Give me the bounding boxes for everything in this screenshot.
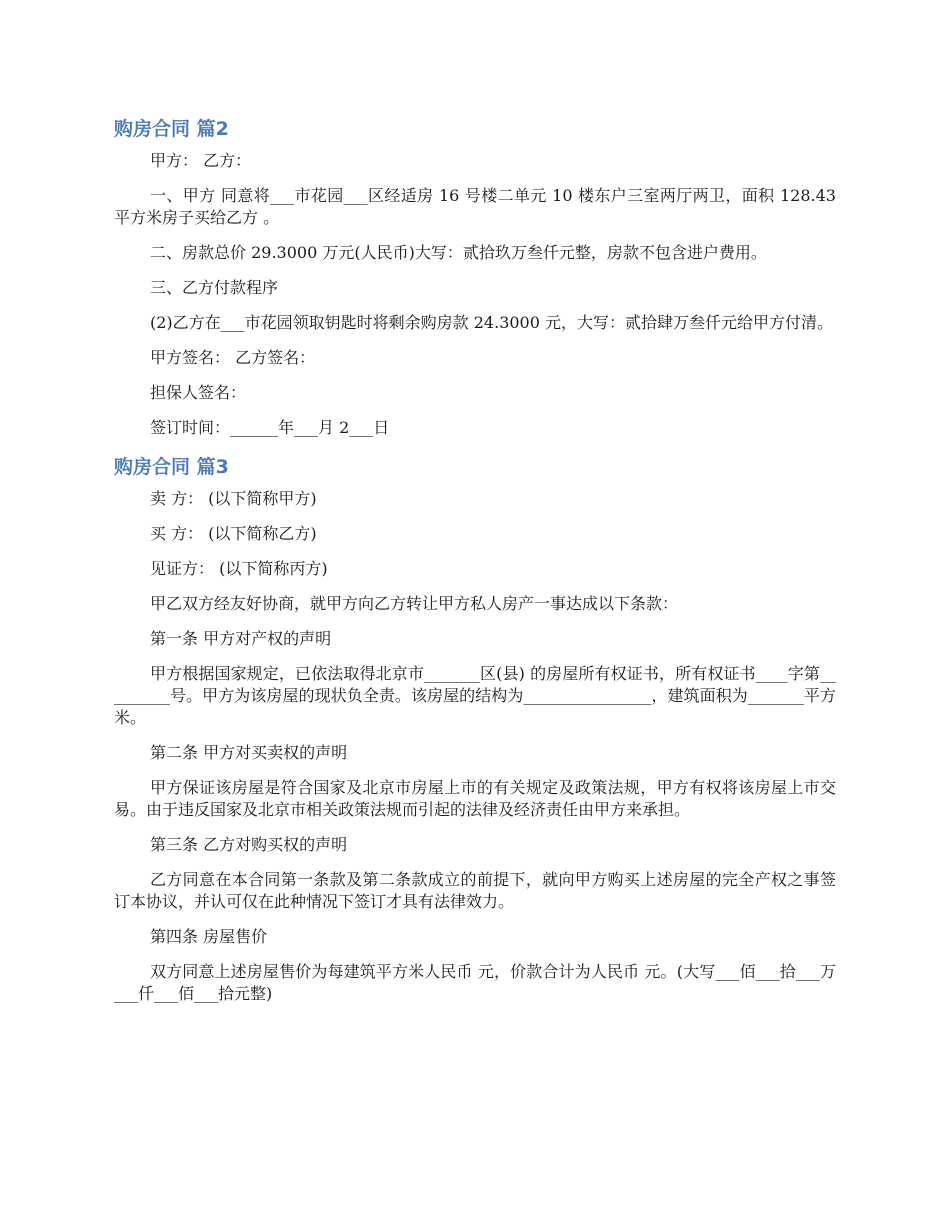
section-3-body [114, 488, 836, 1005]
section-2-heading: 购房合同 篇2 [114, 118, 229, 140]
section-3-paragraph: 第四条 房屋售价 [150, 927, 268, 946]
document-page [114, 112, 836, 1018]
section-3-paragraph: 第一条 甲方对产权的声明 [150, 629, 332, 648]
section-2-paragraph: 甲方： 乙方： [150, 151, 252, 170]
section-2-paragraph: 签订时间：______年___月 2___日 [150, 418, 390, 437]
section-2-paragraph: 一、甲方 同意将___市花园___区经适房 16 号楼二单元 10 楼东户三室两厅两卫，面积 128.43 平方米房子买给乙方 。 [114, 186, 836, 227]
section-3-paragraph: 甲方根据国家规定，已依法取得北京市_______区(县) 的房屋所有权证书，所有权证书____字第_________号。甲方为该房屋的现状负全责。该房屋的结构为________________，建筑面积为_______平方米。 [114, 664, 836, 727]
section-3-paragraph: 乙方同意在本合同第一条款及第二条款成立的前提下，就向甲方购买上述房屋的完全产权之事签订本协议，并认可仅在此种情况下签订才具有法律效力。 [114, 870, 836, 911]
section-3-paragraph: 第三条 乙方对购买权的声明 [150, 835, 348, 854]
section-2-paragraph: 甲方签名： 乙方签名： [150, 348, 316, 367]
section-3-paragraph: 甲乙双方经友好协商，就甲方向乙方转让甲方私人房产一事达成以下条款： [150, 594, 679, 613]
section-2-paragraph: (2)乙方在___市花园领取钥匙时将剩余购房款 24.3000 元，大写：贰拾肆万叁仟元给甲方付清。 [150, 313, 834, 332]
section-3-paragraph: 卖 方： (以下简称甲方) [150, 489, 317, 508]
section-3-paragraph: 双方同意上述房屋售价为每建筑平方米人民币 元，价款合计为人民币 元。(大写___佰___拾___万___仟___佰___拾元整) [114, 962, 836, 1003]
section-2-paragraph: 担保人签名： [150, 383, 247, 402]
section-3-heading: 购房合同 篇3 [114, 456, 229, 478]
section-3-paragraph: 见证方： (以下简称丙方) [150, 559, 328, 578]
section-3-paragraph: 买 方： (以下简称乙方) [150, 524, 317, 543]
section-3-paragraph: 第二条 甲方对买卖权的声明 [150, 743, 348, 762]
section-2-body [114, 150, 836, 439]
section-2-paragraph: 二、房款总价 29.3000 万元(人民币)大写：贰拾玖万叁仟元整，房款不包含进户费用。 [150, 243, 767, 262]
section-2-paragraph: 三、乙方付款程序 [150, 278, 279, 297]
section-3-paragraph: 甲方保证该房屋是符合国家及北京市房屋上市的有关规定及政策法规，甲方有权将该房屋上市交易。由于违反国家及北京市相关政策法规而引起的法律及经济责任由甲方来承担。 [114, 778, 836, 819]
